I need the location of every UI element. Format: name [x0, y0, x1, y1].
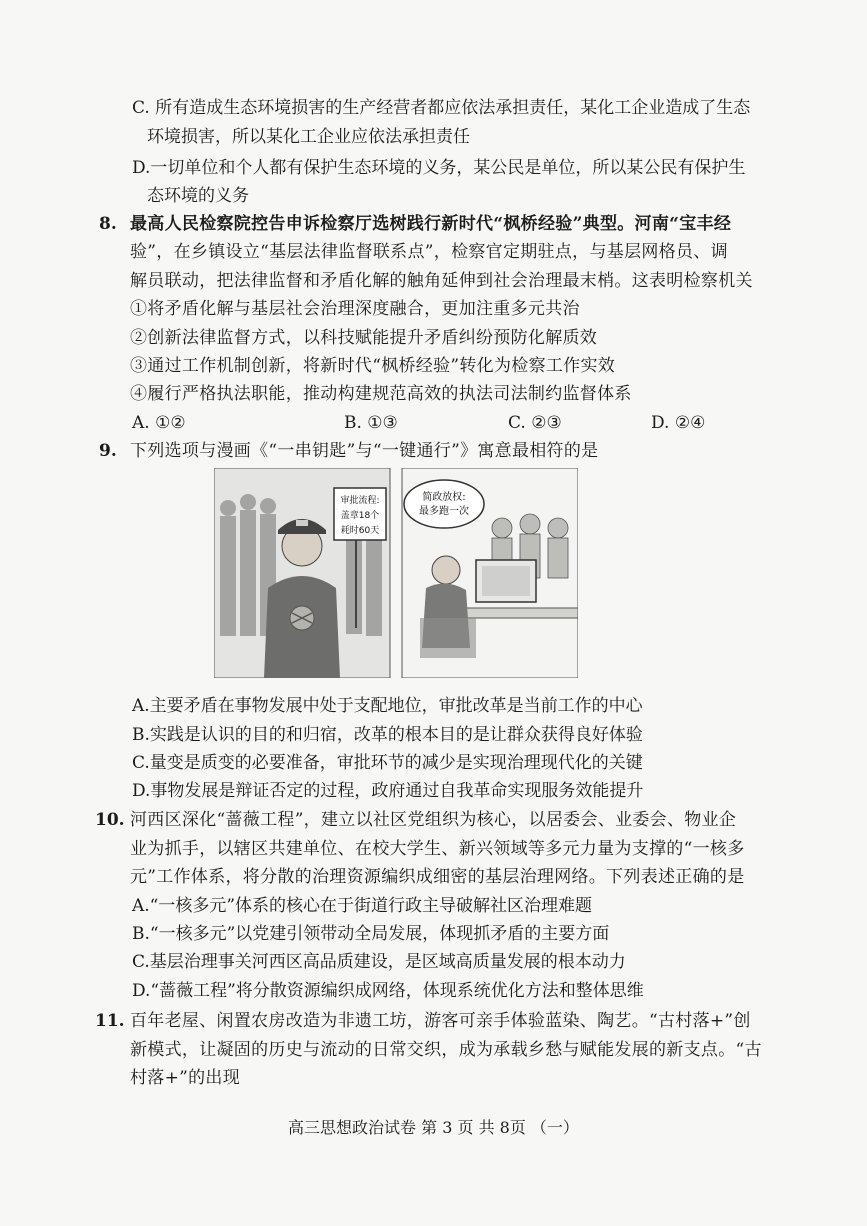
q7-option-d-line1: D.一切单位和个人都有保护生态环境的义务，某公民是单位，所以某公民有保护生 — [132, 158, 746, 178]
q9-option-a: A.主要矛盾在事物发展中处于支配地位，审批改革是当前工作的中心 — [132, 696, 643, 716]
q7-option-c-line1: C. 所有造成生态环境损害的生产经营者都应依法承担责任，某化工企业造成了生态 — [132, 98, 751, 118]
q8-statement-2: ②创新法律监督方式，以科技赋能提升矛盾纠纷预防化解质效 — [130, 328, 598, 348]
cartoon-left-panel — [214, 468, 390, 678]
q9-option-d: D.事物发展是辩证否定的过程，政府通过自我革命实现服务效能提升 — [132, 781, 644, 801]
q10-option-c: C.基层治理事关河西区高品质建设，是区域高质量发展的根本动力 — [132, 952, 626, 972]
bubble-line-1: 简政放权: — [422, 492, 466, 503]
q8-stem-line3: 解员联动，把法律监督和矛盾化解的触角延伸到社会治理最末梢。这表明检察机关 — [130, 271, 753, 291]
q11-number: 11. — [95, 1011, 125, 1031]
q11-stem-line2: 新模式，让凝固的历史与流动的日常交织，成为承载乡愁与赋能发展的新支点。“古 — [130, 1040, 762, 1060]
q8-statement-3: ③通过工作机制创新，将新时代“枫桥经验”转化为检察工作实效 — [130, 356, 616, 376]
q8-option-d: D. ②④ — [651, 413, 706, 433]
q9-number: 9. — [99, 441, 117, 461]
q10-option-d: D.“蔷薇工程”将分散资源编织成网络，体现系统优化方法和整体思维 — [132, 981, 644, 1001]
q10-number: 10. — [95, 810, 125, 830]
bubble-line-2: 最多跑一次 — [419, 506, 469, 517]
sign-line-2: 盖章18个 — [340, 511, 380, 521]
q10-stem-line3: 元”工作体系，将分散的治理资源编织成细密的基层治理网络。下列表述正确的是 — [130, 867, 745, 887]
q8-option-b: B. ①③ — [344, 413, 398, 433]
q10-option-a: A.“一核多元”体系的核心在于街道行政主导破解社区治理难题 — [132, 896, 593, 916]
q11-stem-line1: 百年老屋、闲置农房改造为非遗工坊，游客可亲手体验蓝染、陶艺。“古村落+”创 — [130, 1011, 751, 1031]
q7-option-d-line2: 态环境的义务 — [147, 186, 249, 206]
q11-stem-line3: 村落+”的出现 — [130, 1068, 241, 1088]
q8-statement-1: ①将矛盾化解与基层社会治理深度融合，更加注重多元共治 — [130, 299, 580, 319]
q8-number: 8. — [99, 214, 117, 234]
q8-option-a: A. ①② — [132, 413, 186, 433]
q10-option-b: B.“一核多元”以党建引领带动全局发展，体现抓矛盾的主要方面 — [132, 924, 610, 944]
q9-option-c: C.量变是质变的必要准备，审批环节的减少是实现治理现代化的关键 — [132, 753, 643, 773]
q8-stem-line1: 最高人民检察院控告申诉检察厅选树践行新时代“枫桥经验”典型。河南“宝丰经 — [130, 214, 732, 234]
q9-option-b: B.实践是认识的目的和归宿，改革的根本目的是让群众获得良好体验 — [132, 725, 643, 745]
q7-option-c-line2: 环境损害，所以某化工企业应依法承担责任 — [147, 127, 470, 147]
q8-option-c: C. ②③ — [508, 413, 562, 433]
q8-stem-line2: 验”，在乡镇设立“基层法律监督联系点”，检察官定期驻点，与基层网格员、调 — [130, 242, 728, 262]
q8-statement-4: ④履行严格执法职能，推动构建规范高效的执法司法制约监督体系 — [130, 384, 632, 404]
sign-line-1: 审批流程: — [340, 496, 380, 506]
q10-stem-line2: 业为抓手，以辖区共建单位、在校大学生、新兴领域等多元力量为支撑的“一核多 — [130, 839, 745, 859]
cartoon-right-panel — [402, 468, 578, 678]
sign-line-3: 耗时60天 — [340, 526, 380, 536]
q9-stem: 下列选项与漫画《“一串钥匙”与“一键通行”》寓意最相符的是 — [130, 441, 599, 461]
q10-stem-line1: 河西区深化“蔷薇工程”，建立以社区党组织为核心，以居委会、业委会、物业企 — [130, 810, 737, 830]
q9-cartoon — [214, 468, 578, 678]
page-footer: 高三思想政治试卷 第 3 页 共 8页 （一） — [288, 1118, 579, 1137]
